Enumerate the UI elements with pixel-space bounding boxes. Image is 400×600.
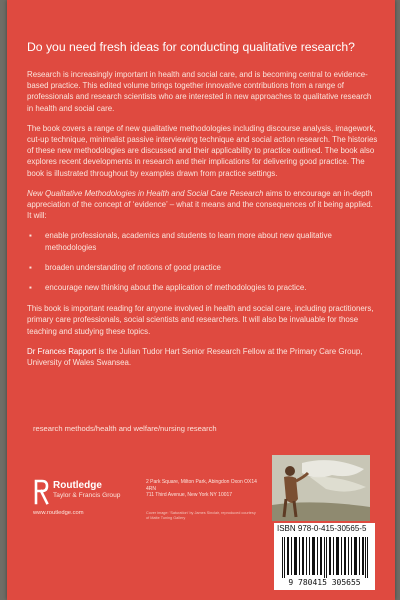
painting-image	[272, 455, 370, 521]
subject-categories: research methods/health and welfare/nursing research	[33, 424, 217, 433]
cover-painting	[272, 455, 370, 521]
book-title-italic: New Qualitative Methodologies in Health and Social Care Research	[27, 188, 264, 198]
paragraph-intro: Research is increasingly important in health and social care, and is becoming central to evidence-based practice. This edited volume brings together innovative contributions from a range of professionals and research scientists who are interested in new approaches to qualitative research in health and social care.	[27, 70, 372, 113]
list-item	[27, 262, 379, 273]
author-bio	[27, 346, 379, 368]
bullet-icon: ▪	[29, 262, 32, 272]
list-item-text: enable professionals, academics and students to learn more about new qualitative methodologies	[45, 231, 332, 252]
paragraph-aims	[27, 188, 379, 222]
paragraph-audience: This book is important reading for anyone involved in health and social care, including practitioners, primary care professionals, social scientists and researchers. It will also be invaluable for those teaching and studying these topics.	[27, 304, 374, 336]
list-item	[27, 230, 379, 252]
author-name: Dr Frances Rapport	[27, 346, 97, 356]
publisher-url[interactable]: www.routledge.com	[33, 510, 84, 516]
list-item-text: broaden understanding of notions of good practice	[45, 262, 221, 272]
barcode-digits: 9 780415 305655	[274, 578, 375, 590]
barcode-icon	[274, 534, 375, 580]
publisher-group: Taylor & Francis Group	[53, 492, 121, 499]
address-line: 711 Third Avenue, New York NY 10017	[146, 492, 233, 499]
address-line: 2 Park Square, Milton Park, Abingdon Oxon OX14 4RN	[146, 479, 257, 492]
blurb-area	[27, 40, 379, 377]
bullet-icon: ▪	[29, 231, 32, 241]
aims-text: aims to encourage an in-depth appreciation of the concept of ‘evidence’ – what it means and the consequences of it being applied. It will:	[27, 188, 373, 221]
publisher-name: Routledge	[53, 480, 102, 491]
publisher-address	[146, 479, 266, 499]
paragraph-methodologies: The book covers a range of new qualitative methodologies including discourse analysis, imagework, cut-up technique, minimalist passive interviewing technique and social action research. The histories of these new methodologies are discussed and their applicability to practice outlined. The book also explores recent developments in research and their implications for delivering good practice. The book is illustrated throughout by examples drawn from practice settings.	[27, 123, 378, 178]
cover-credit: Cover image: 'Saturation' by James Sinclair, reproduced courtesy of Matte Tuning Gallery	[146, 511, 256, 520]
list-item	[27, 282, 379, 293]
author-bio-text: is the Julian Tudor Hart Senior Research Fellow at the Primary Care Group, University of Wales Swansea.	[27, 346, 363, 368]
headline: Do you need fresh ideas for conducting qualitative research?	[27, 40, 355, 54]
list-item-text: encourage new thinking about the application of methodologies to practice.	[45, 283, 307, 293]
aims-list	[27, 230, 379, 293]
bullet-icon: ▪	[29, 283, 32, 293]
isbn-number: ISBN 978-0-415-30565-5	[274, 523, 375, 534]
routledge-logo-icon	[33, 479, 49, 505]
publisher-logo	[33, 477, 153, 517]
